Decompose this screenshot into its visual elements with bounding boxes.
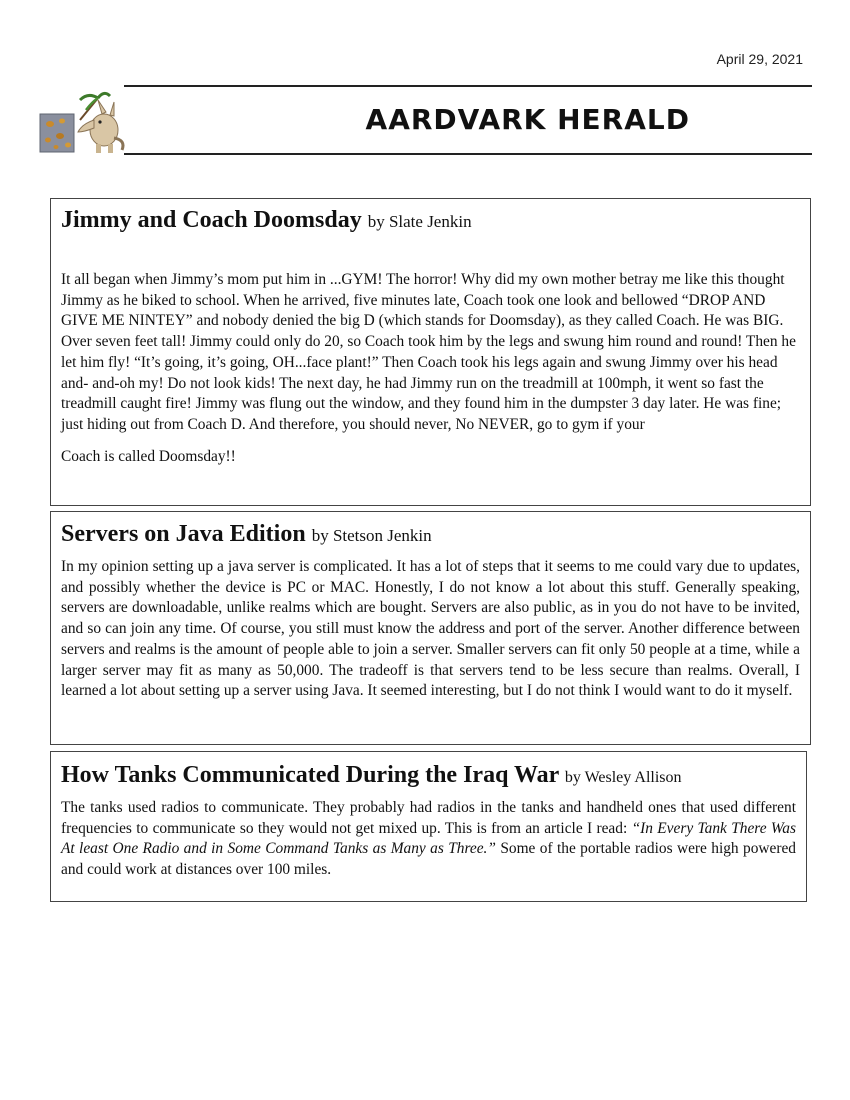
article-paragraph [61, 798, 796, 881]
aardvark-logo [38, 90, 130, 158]
article-title: How Tanks Communicated During the Iraq War [61, 762, 559, 788]
article-byline: by Slate Jenkin [367, 212, 472, 231]
article-headline [61, 205, 800, 237]
article-title: Jimmy and Coach Doomsday [61, 207, 362, 233]
article-headline [61, 760, 796, 793]
article-headline [61, 519, 800, 551]
masthead-title: AARDVARK HERALD [365, 103, 690, 136]
article-byline: by Wesley Allison [564, 769, 682, 786]
article-iraq-tanks [50, 751, 807, 902]
masthead-bottom-rule [124, 153, 812, 155]
paragraph-text: Some of the portable radios were high powered and could work at distances over 100 miles. [61, 840, 796, 879]
article-paragraph: Coach is called Doomsday!! [61, 447, 236, 465]
paragraph-text: The tanks used radios to communicate. They probably had radios in the tanks and handheld ones that used different frequencies to communicate so they would not get mixed up. This is from an article I read: [61, 799, 796, 837]
article-title: Servers on Java Edition [61, 521, 306, 547]
issue-date: April 29, 2021 [716, 51, 803, 67]
article-byline: by Stetson Jenkin [311, 526, 432, 545]
article-quote: “In Every Tank There Was At least One Radio and in Some Command Tanks as Many as Three.” [61, 819, 796, 858]
article-paragraph: In my opinion setting up a java server is complicated. It has a lot of steps that it seems to me could vary due to updates, and possibly whether the device is PC or MAC. Honestly, I do not know a lot about this stuff. Generally speaking, servers are downloadable, unlike realms which are bought. Servers are also public, as in you do not have to be invited, and so can join any time. Of course, you still must know the address and port of the server. Another difference between servers and realms is the amount of people able to join a server. Smaller servers can fit only 50 people at a time, while a larger server may fit as many as 50,000. The tradeoff is that servers tend to be less secure than realms. Overall, I learned a lot about setting up a server using Java. It seemed interesting, but I do not think I would want to do it myself. [61, 558, 800, 700]
article-jimmy-coach [50, 198, 811, 506]
masthead-top-rule [124, 85, 812, 87]
article-paragraph: It all began when Jimmy’s mom put him in ...GYM! The horror! Why did my own mother betray me like this thought Jimmy as he biked to school. When he arrived, five minutes late, Coach took one look and bellowed “DROP AND GIVE ME NINTEY” and nobody denied the big D (which stands for Doomsday), as they called Coach. He was BIG. Over seven feet tall! Jimmy could only do 20, so Coach took him by the legs and swung him round and round! Then he let him fly! “It’s going, it’s going, OH...face plant!” Then Coach took his legs again and swung Jimmy over his head and- and-oh my! Do not look kids! The next day, he had Jimmy run on the treadmill at 100mph, it went so fast the treadmill caught fire! Jimmy was flung out the window, and they found him in the dumpster 3 day later. He was fine; just hiding out from Coach D. And therefore, you should never, No NEVER, go to gym if your [61, 271, 796, 433]
article-java-servers [50, 511, 811, 745]
